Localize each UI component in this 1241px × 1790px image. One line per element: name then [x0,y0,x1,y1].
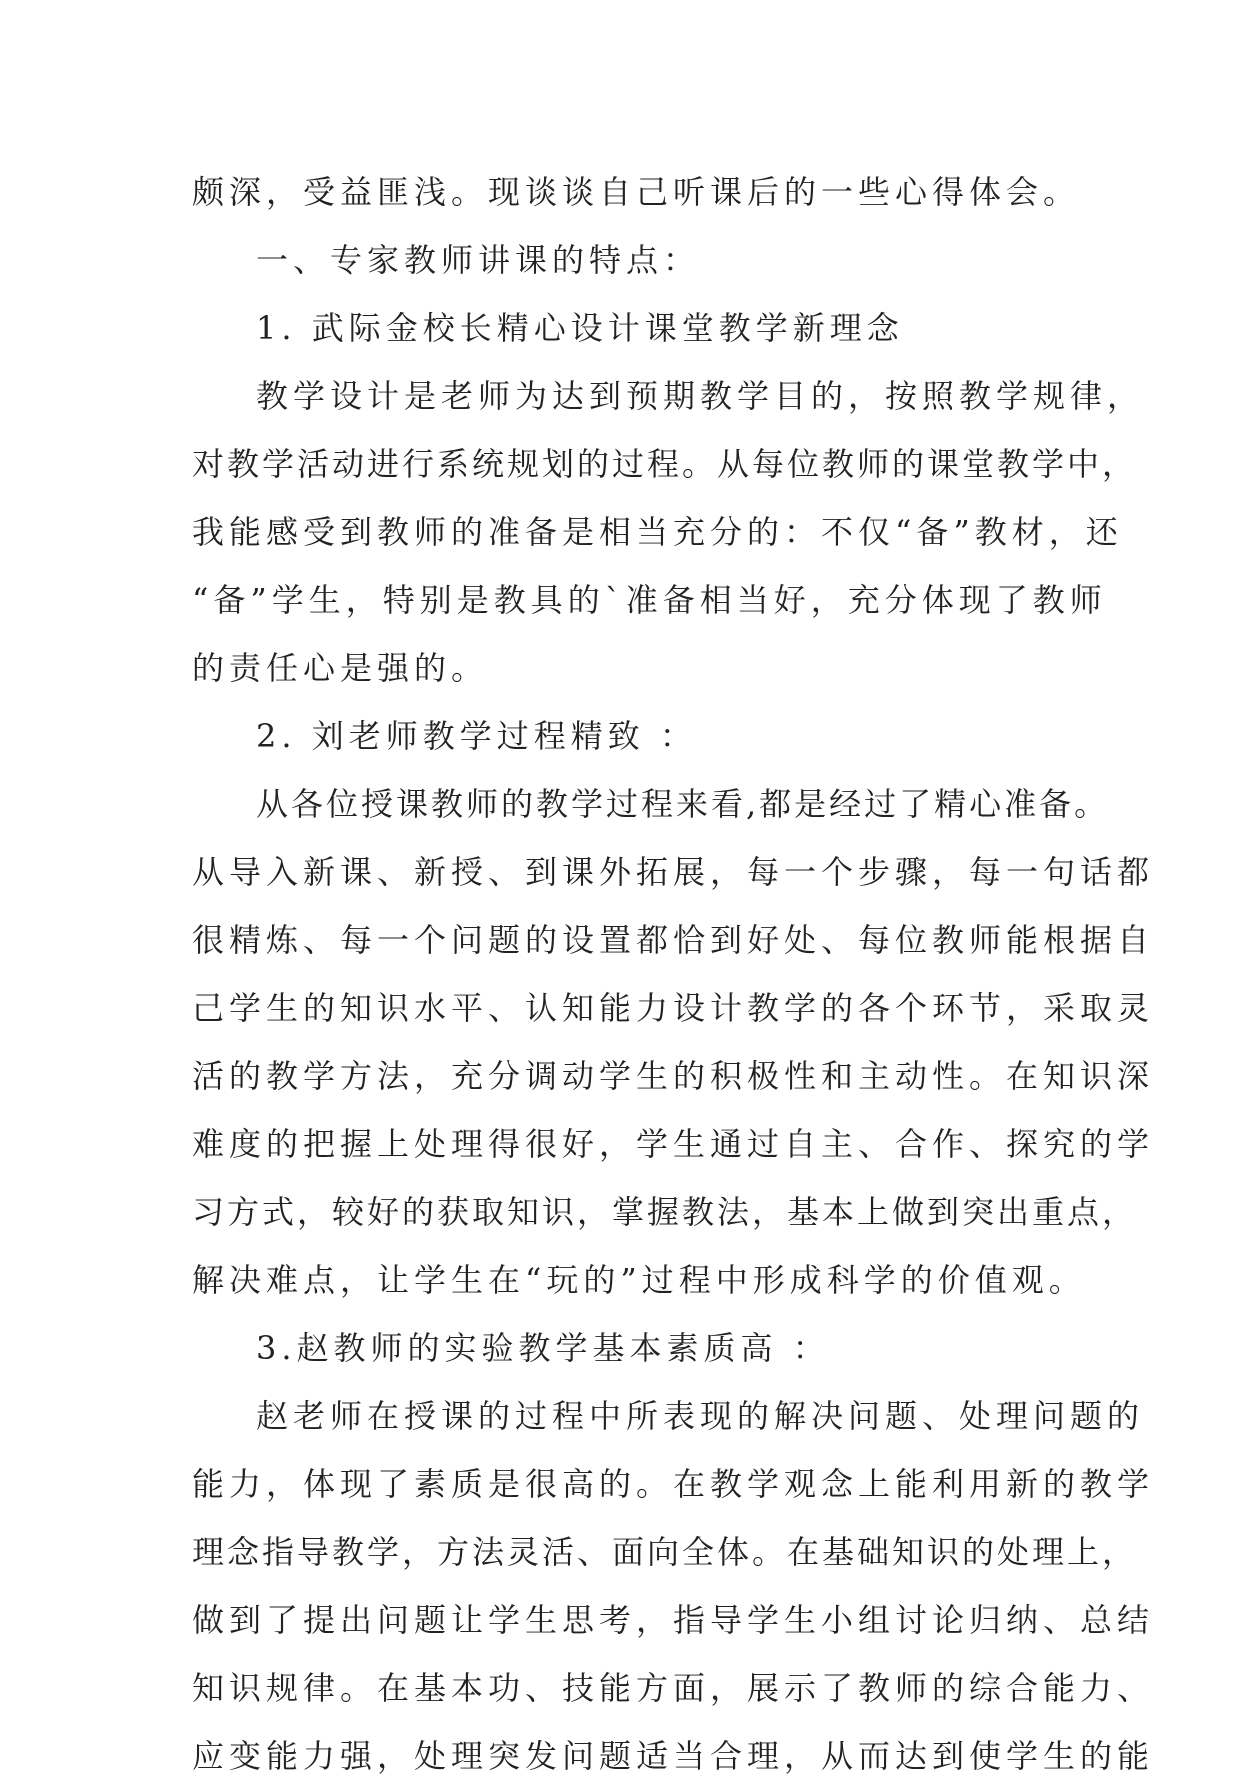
text-line: 难度的把握上处理得很好，学生通过自主、合作、探究的学 [192,1125,1155,1163]
text-line: 能力，体现了素质是很高的。在教学观念上能利用新的教学 [192,1465,1155,1503]
text-line: 习方式，较好的获取知识，掌握教法，基本上做到突出重点， [192,1193,1138,1231]
text-line: 己学生的知识水平、认知能力设计教学的各个环节，采取灵 [192,989,1155,1027]
paragraph-first-line: 教学设计是老师为达到预期教学目的，按照教学规律， [256,377,1145,415]
text-line: 理念指导教学，方法灵活、面向全体。在基础知识的处理上， [192,1533,1138,1571]
paragraph-first-line: 赵老师在授课的过程中所表现的解决问题、处理问题的 [256,1397,1145,1435]
text-line: 做到了提出问题让学生思考，指导学生小组讨论归纳、总结 [192,1601,1155,1639]
text-line: 对教学活动进行系统规划的过程。从每位教师的课堂教学中， [192,445,1138,483]
text-line: 解决难点，让学生在“玩的”过程中形成科学的价值观。 [192,1261,1086,1299]
subsection-heading: 3.赵教师的实验教学基本素质高 ： [256,1329,830,1367]
subsection-heading: 2. 刘老师教学过程精致 ： [256,717,697,755]
text-line: 颇深，受益匪浅。现谈谈自己听课后的一些心得体会。 [192,173,1081,211]
subsection-heading: 1. 武际金校长精心设计课堂教学新理念 [256,309,904,347]
text-line: 从导入新课、新授、到课外拓展，每一个步骤，每一句话都 [192,853,1155,891]
paragraph-first-line: 从各位授课教师的教学过程来看,都是经过了精心准备。 [256,785,1110,823]
text-line: 我能感受到教师的准备是相当充分的：不仅“备”教材，还 [192,513,1123,551]
text-line: 活的教学方法，充分调动学生的积极性和主动性。在知识深 [192,1057,1155,1095]
section-heading: 一、专家教师讲课的特点： [256,241,701,279]
text-line: 的责任心是强的。 [192,649,489,687]
text-line: “备”学生，特别是教具的`准备相当好，充分体现了教师 [192,581,1107,619]
document-body [192,158,1155,1790]
text-line: 应变能力强，处理突发问题适当合理，从而达到使学生的能 [192,1737,1155,1775]
text-line: 很精炼、每一个问题的设置都恰到好处、每位教师能根据自 [192,921,1155,959]
text-line: 知识规律。在基本功、技能方面，展示了教师的综合能力、 [192,1669,1155,1707]
